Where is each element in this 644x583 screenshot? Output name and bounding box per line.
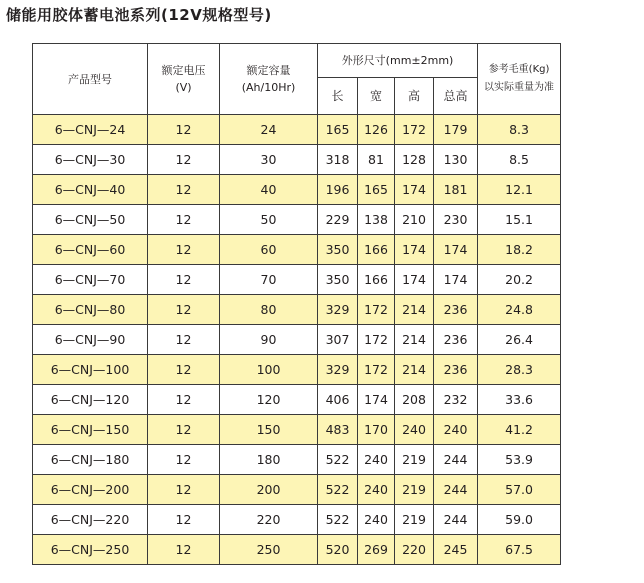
cell-length: 350 [318,265,358,295]
cell-total-height: 244 [434,505,478,535]
cell-total-height: 240 [434,415,478,445]
cell-length: 522 [318,445,358,475]
cell-total-height: 230 [434,205,478,235]
cell-model: 6—CNJ—50 [33,205,148,235]
cell-model: 6—CNJ—90 [33,325,148,355]
cell-voltage: 12 [148,505,220,535]
cell-weight: 8.5 [478,145,561,175]
cell-capacity: 180 [220,445,318,475]
table-row [33,415,561,445]
cell-width: 240 [358,445,395,475]
cell-height: 172 [395,115,434,145]
header-height: 高 [395,78,434,115]
cell-weight: 33.6 [478,385,561,415]
cell-voltage: 12 [148,385,220,415]
cell-weight: 24.8 [478,295,561,325]
cell-length: 483 [318,415,358,445]
table-row [33,295,561,325]
cell-model: 6—CNJ—180 [33,445,148,475]
cell-voltage: 12 [148,325,220,355]
cell-model: 6—CNJ—250 [33,535,148,565]
table-row [33,445,561,475]
header-dimensions [318,44,478,78]
cell-model: 6—CNJ—30 [33,145,148,175]
header-total-height: 总高 [434,78,478,115]
cell-length: 406 [318,385,358,415]
cell-height: 174 [395,265,434,295]
header-capacity-label: 额定容量 [246,64,291,77]
cell-voltage: 12 [148,235,220,265]
cell-voltage: 12 [148,355,220,385]
header-model-label: 产品型号 [68,72,112,86]
table-row [33,145,561,175]
header-model [33,44,148,115]
cell-voltage: 12 [148,535,220,565]
cell-capacity: 250 [220,535,318,565]
cell-capacity: 80 [220,295,318,325]
cell-height: 219 [395,475,434,505]
table-row [33,505,561,535]
header-weight-note: 以实际重量为准 [484,82,555,93]
table-body [33,115,561,565]
cell-model: 6—CNJ—120 [33,385,148,415]
cell-total-height: 236 [434,325,478,355]
cell-model: 6—CNJ—40 [33,175,148,205]
table-row [33,205,561,235]
table-row [33,325,561,355]
cell-width: 81 [358,145,395,175]
cell-total-height: 236 [434,355,478,385]
cell-weight: 15.1 [478,205,561,235]
cell-length: 520 [318,535,358,565]
cell-height: 240 [395,415,434,445]
cell-model: 6—CNJ—150 [33,415,148,445]
cell-width: 138 [358,205,395,235]
cell-height: 214 [395,325,434,355]
cell-weight: 20.2 [478,265,561,295]
cell-total-height: 232 [434,385,478,415]
cell-total-height: 244 [434,445,478,475]
header-voltage [148,44,220,115]
header-dimensions-label: 外形尺寸(mm±2mm) [341,54,454,67]
cell-height: 208 [395,385,434,415]
cell-voltage: 12 [148,115,220,145]
cell-width: 240 [358,505,395,535]
cell-model: 6—CNJ—100 [33,355,148,385]
battery-spec-table [32,43,561,565]
cell-voltage: 12 [148,145,220,175]
cell-voltage: 12 [148,175,220,205]
cell-total-height: 130 [434,145,478,175]
cell-weight: 26.4 [478,325,561,355]
header-length: 长 [318,78,358,115]
header-weight [478,44,561,115]
cell-capacity: 220 [220,505,318,535]
cell-height: 220 [395,535,434,565]
cell-length: 196 [318,175,358,205]
cell-height: 174 [395,235,434,265]
header-width: 宽 [358,78,395,115]
cell-width: 174 [358,385,395,415]
cell-width: 166 [358,235,395,265]
cell-voltage: 12 [148,415,220,445]
cell-weight: 12.1 [478,175,561,205]
cell-height: 210 [395,205,434,235]
cell-length: 522 [318,475,358,505]
cell-model: 6—CNJ—70 [33,265,148,295]
cell-voltage: 12 [148,205,220,235]
table-row [33,385,561,415]
cell-weight: 18.2 [478,235,561,265]
cell-capacity: 24 [220,115,318,145]
cell-total-height: 174 [434,265,478,295]
cell-capacity: 70 [220,265,318,295]
header-voltage-unit: (V) [175,81,192,94]
table-row [33,115,561,145]
cell-weight: 53.9 [478,445,561,475]
cell-length: 329 [318,355,358,385]
cell-capacity: 120 [220,385,318,415]
page-title: 储能用胶体蓄电池系列(12V规格型号) [6,6,272,24]
cell-height: 214 [395,355,434,385]
cell-width: 166 [358,265,395,295]
cell-voltage: 12 [148,265,220,295]
cell-capacity: 100 [220,355,318,385]
cell-capacity: 40 [220,175,318,205]
cell-width: 240 [358,475,395,505]
cell-length: 307 [318,325,358,355]
table-row [33,535,561,565]
cell-capacity: 200 [220,475,318,505]
cell-model: 6—CNJ—220 [33,505,148,535]
header-weight-label: 参考毛重(Kg) [488,64,550,75]
cell-length: 165 [318,115,358,145]
cell-total-height: 179 [434,115,478,145]
cell-total-height: 244 [434,475,478,505]
cell-voltage: 12 [148,295,220,325]
cell-length: 522 [318,505,358,535]
cell-model: 6—CNJ—60 [33,235,148,265]
header-capacity [220,44,318,115]
cell-capacity: 60 [220,235,318,265]
cell-capacity: 30 [220,145,318,175]
cell-height: 214 [395,295,434,325]
table-header [33,44,561,115]
cell-total-height: 245 [434,535,478,565]
cell-height: 219 [395,505,434,535]
cell-length: 350 [318,235,358,265]
cell-height: 219 [395,445,434,475]
header-capacity-unit: (Ah/10Hr) [241,81,296,94]
cell-width: 269 [358,535,395,565]
table-row [33,175,561,205]
table-row [33,265,561,295]
header-voltage-label: 额定电压 [161,64,206,77]
cell-length: 229 [318,205,358,235]
cell-weight: 8.3 [478,115,561,145]
cell-weight: 28.3 [478,355,561,385]
cell-capacity: 150 [220,415,318,445]
cell-model: 6—CNJ—24 [33,115,148,145]
cell-capacity: 90 [220,325,318,355]
cell-total-height: 181 [434,175,478,205]
cell-weight: 57.0 [478,475,561,505]
cell-height: 174 [395,175,434,205]
cell-voltage: 12 [148,475,220,505]
cell-voltage: 12 [148,445,220,475]
cell-width: 172 [358,355,395,385]
cell-width: 172 [358,295,395,325]
table-row [33,235,561,265]
cell-capacity: 50 [220,205,318,235]
cell-width: 170 [358,415,395,445]
cell-height: 128 [395,145,434,175]
cell-model: 6—CNJ—200 [33,475,148,505]
cell-width: 172 [358,325,395,355]
cell-total-height: 236 [434,295,478,325]
cell-length: 318 [318,145,358,175]
cell-weight: 67.5 [478,535,561,565]
table-row [33,475,561,505]
cell-width: 126 [358,115,395,145]
cell-length: 329 [318,295,358,325]
cell-total-height: 174 [434,235,478,265]
cell-width: 165 [358,175,395,205]
cell-weight: 59.0 [478,505,561,535]
table-row [33,355,561,385]
cell-weight: 41.2 [478,415,561,445]
cell-model: 6—CNJ—80 [33,295,148,325]
